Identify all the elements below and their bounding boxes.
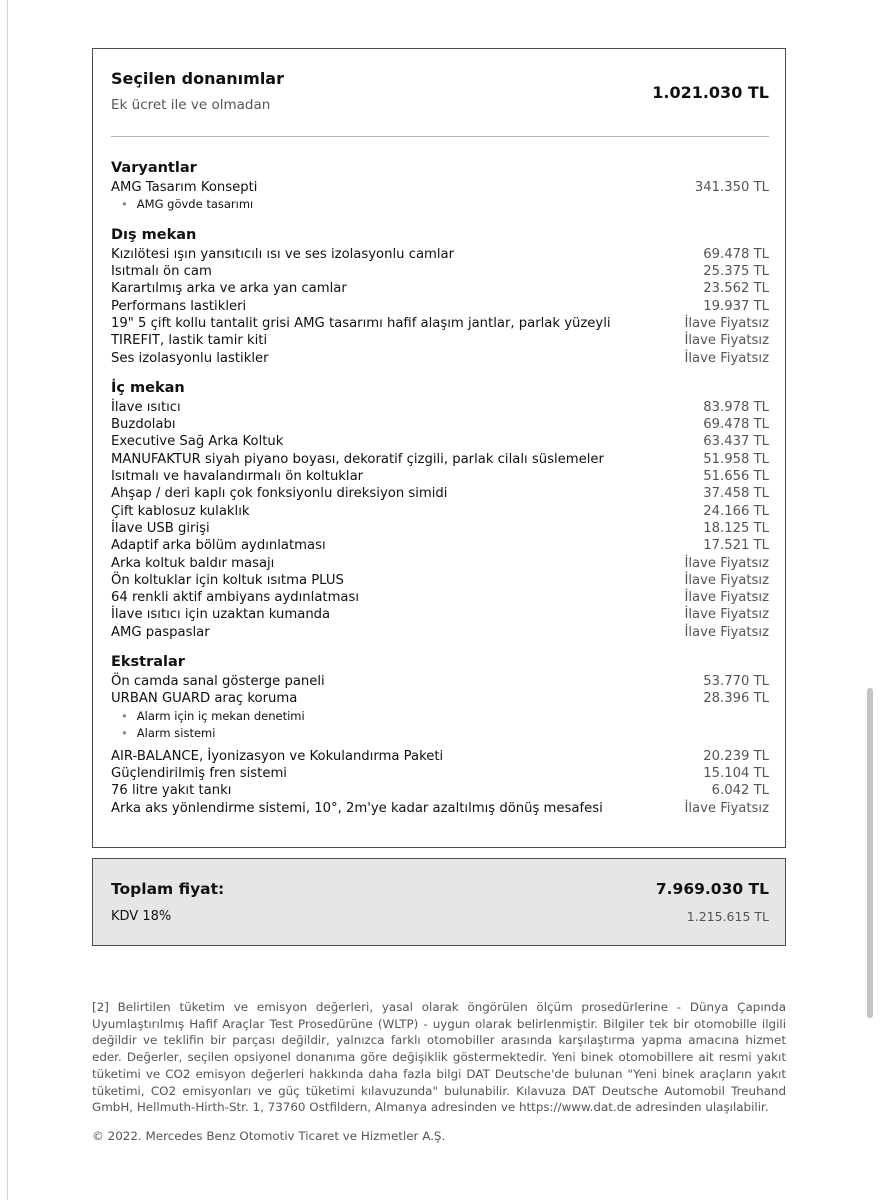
selected-equipment-total: 1.021.030 TL (652, 83, 769, 102)
selected-equipment-card (92, 48, 786, 848)
list-item (111, 589, 769, 606)
item-price: 23.562 TL (703, 281, 769, 297)
section-title-extras: Ekstralar (111, 654, 185, 671)
item-name: Ön camda sanal gösterge paneli (111, 674, 325, 690)
total-price-value: 7.969.030 TL (655, 880, 769, 898)
item-price: 6.042 TL (711, 783, 769, 799)
selected-equipment-title: Seçilen donanımlar (111, 69, 284, 88)
item-name: Ses izolasyonlu lastikler (111, 350, 269, 366)
list-item (111, 782, 769, 799)
item-price: İlave Fiyatsız (684, 607, 769, 623)
list-item (111, 433, 769, 450)
item-name: MANUFAKTUR siyah piyano boyası, dekoratif çizgili, parlak cilalı süslemeler (111, 451, 604, 467)
sub-item: • AMG gövde tasarımı (111, 196, 769, 214)
list-item (111, 332, 769, 349)
item-price: İlave Fiyatsız (684, 624, 769, 640)
item-name: Ahşap / deri kaplı çok fonksiyonlu direksiyon simidi (111, 486, 448, 502)
list-item (111, 485, 769, 502)
item-price: 28.396 TL (703, 691, 769, 707)
total-price-label: Toplam fiyat: (111, 880, 225, 898)
item-name: 76 litre yakıt tankı (111, 783, 232, 799)
total-price-box (92, 858, 786, 946)
item-name: İlave ısıtıcı için uzaktan kumanda (111, 607, 331, 623)
item-name: TIREFIT, lastik tamir kiti (111, 333, 268, 349)
item-price: 37.458 TL (703, 486, 769, 502)
selected-equipment-subtitle: Ek ücret ile ve olmadan (111, 97, 271, 113)
section-title-exterior: Dış mekan (111, 226, 197, 243)
list-item (111, 537, 769, 554)
item-name: URBAN GUARD araç koruma (111, 691, 298, 707)
item-name: Buzdolabı (111, 417, 176, 433)
footnote-text: [2] Belirtilen tüketim ve emisyon değerleri, yasal olarak öngörülen ölçüm prosedürlerine - Dünya Çapında Uyumlaştırılmış Hafif Araçlar Test Prosedürüne (WLTP) - uygun olarak belirlenmiştir. Bilgiler tek bir otomobille ilgili değildir ve teklifin bir parçası değildir, yalnızca farklı otomobiller arasında karşılaştırma yapma amacına hizmet eder. Değerler, seçilen opsiyonel donanıma göre değişiklik göstermektedir. Yeni binek otomobillere ait resmi yakıt tüketimi ve CO2 emisyon değerleri hakkında daha fazla bilgi DAT Deutsche'de bulunan "Yeni binek araçların yakıt tüketimi, CO2 emisyonları ve güç tüketimi kılavuzunda" bulunabilir. Kılavuza DAT Deutsche Automobil Treuhand GmbH, Hellmuth-Hirth-Str. 1, 73760 Ostfildern, Almanya adresinden ve https://www.dat.de adresinden ulaşılabilir. (92, 1000, 786, 1115)
item-price: 15.104 TL (703, 765, 769, 781)
item-price: İlave Fiyatsız (684, 555, 769, 571)
scrollbar-thumb[interactable] (867, 688, 873, 1018)
list-item (111, 451, 769, 468)
item-price: 51.656 TL (703, 469, 769, 485)
item-price: İlave Fiyatsız (684, 350, 769, 366)
list-item (111, 520, 769, 537)
vat-value: 1.215.615 TL (686, 909, 769, 924)
list-item (111, 246, 769, 263)
list-item (111, 503, 769, 520)
list-item (111, 606, 769, 623)
item-name: 19" 5 çift kollu tantalit grisi AMG tasarımı hafif alaşım jantlar, parlak yüzeyli (111, 315, 611, 331)
item-name: AMG Tasarım Konsepti (111, 180, 258, 195)
list-item (111, 572, 769, 589)
item-name: İlave USB girişi (111, 520, 210, 536)
list-item (111, 399, 769, 416)
item-name: Isıtmalı ve havalandırmalı ön koltuklar (111, 469, 364, 485)
item-name: Çift kablosuz kulaklık (111, 503, 250, 519)
item-price: İlave Fiyatsız (684, 572, 769, 588)
item-name: Arka koltuk baldır masajı (111, 555, 275, 571)
item-price: 51.958 TL (703, 451, 769, 467)
section-title-variants: Varyantlar (111, 160, 197, 176)
item-name: AMG paspaslar (111, 624, 210, 640)
list-item (111, 350, 769, 367)
item-name: Isıtmalı ön cam (111, 264, 212, 280)
sub-item: • Alarm için iç mekan denetimi (111, 708, 769, 726)
list-item (111, 468, 769, 485)
item-name: Güçlendirilmiş fren sistemi (111, 765, 287, 781)
list-item (111, 748, 769, 765)
item-name: Ön koltuklar için koltuk ısıtma PLUS (111, 572, 344, 588)
copyright-text: © 2022. Mercedes Benz Otomotiv Ticaret ve Hizmetler A.Ş. (92, 1129, 446, 1143)
item-price: 25.375 TL (703, 264, 769, 280)
list-item (111, 179, 769, 196)
vat-label: KDV 18% (111, 909, 172, 924)
item-name: Performans lastikleri (111, 298, 247, 314)
item-price: İlave Fiyatsız (684, 333, 769, 349)
item-name: AIR-BALANCE, İyonizasyon ve Kokulandırma Paketi (111, 748, 444, 764)
list-item (111, 263, 769, 280)
item-price: 20.239 TL (703, 748, 769, 764)
item-price: 53.770 TL (703, 674, 769, 690)
item-name: Kızılötesi ışın yansıtıcılı ısı ve ses izolasyonlu camlar (111, 246, 455, 262)
item-price: 24.166 TL (703, 503, 769, 519)
list-item (111, 690, 769, 707)
list-item (111, 765, 769, 782)
header-divider (111, 136, 769, 137)
item-name: Karartılmış arka ve arka yan camlar (111, 281, 347, 297)
item-name: İlave ısıtıcı (111, 399, 181, 415)
item-name: Arka aks yönlendirme sistemi, 10°, 2m'ye kadar azaltılmış dönüş mesafesi (111, 800, 603, 816)
item-price: 17.521 TL (703, 538, 769, 554)
list-item (111, 624, 769, 641)
item-price: İlave Fiyatsız (684, 800, 769, 816)
item-price: 18.125 TL (703, 520, 769, 536)
list-item (111, 280, 769, 297)
item-price: 83.978 TL (703, 399, 769, 415)
item-name: 64 renkli aktif ambiyans aydınlatması (111, 590, 360, 606)
item-price: 19.937 TL (703, 298, 769, 314)
item-price: 69.478 TL (703, 417, 769, 433)
list-item (111, 555, 769, 572)
item-name: Adaptif arka bölüm aydınlatması (111, 538, 326, 554)
sub-item: • Alarm sistemi (111, 725, 769, 743)
page-left-rule (7, 0, 8, 1200)
item-price: 63.437 TL (703, 434, 769, 450)
item-price: 69.478 TL (703, 246, 769, 262)
item-price: İlave Fiyatsız (684, 315, 769, 331)
list-item (111, 800, 769, 817)
equipment-list (111, 158, 769, 817)
section-title-interior: İç mekan (111, 379, 185, 396)
item-price: İlave Fiyatsız (684, 590, 769, 606)
list-item (111, 298, 769, 315)
item-name: Executive Sağ Arka Koltuk (111, 434, 284, 450)
list-item (111, 315, 769, 332)
list-item (111, 673, 769, 690)
item-price: 341.350 TL (694, 180, 769, 195)
list-item (111, 416, 769, 433)
